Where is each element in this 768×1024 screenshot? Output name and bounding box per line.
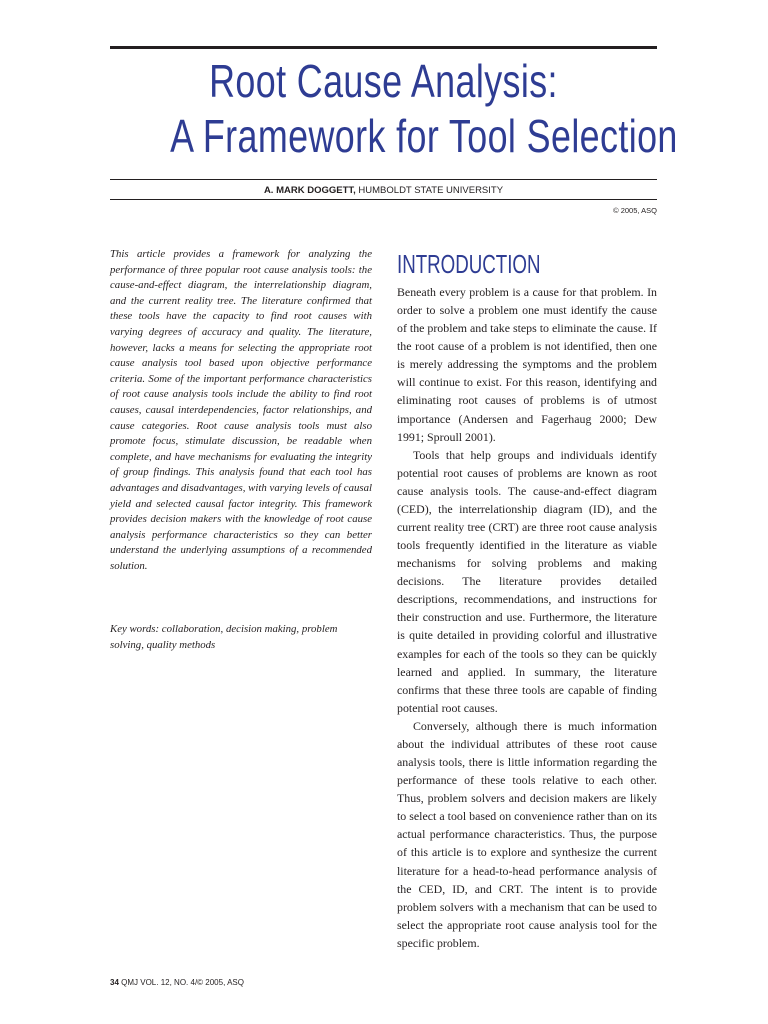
journal-citation: QMJ VOL. 12, NO. 4/© 2005, ASQ bbox=[121, 978, 244, 987]
byline bbox=[110, 184, 657, 197]
page-number: 34 bbox=[110, 978, 119, 987]
body-paragraph: Beneath every problem is a cause for that problem. In order to solve a problem one must identify the cause of the problem and take steps to eliminate the cause. If the root cause of a problem is not identified, then one is merely addressing the symptoms and the problem will continue to exist. For this reason, identifying and eliminating root causes of problems is of utmost importance (Andersen and Fagerhaug 2000; Dew 1991; Sproull 2001). bbox=[397, 285, 657, 444]
page-footer bbox=[110, 978, 244, 988]
article-title bbox=[170, 54, 678, 164]
section-heading-introduction: INTRODUCTION bbox=[397, 249, 541, 279]
byline-top-rule bbox=[110, 179, 657, 180]
byline-bottom-rule bbox=[110, 199, 657, 200]
title-line-2: A Framework for Tool Selection bbox=[170, 110, 678, 162]
author-affiliation: HUMBOLDT STATE UNIVERSITY bbox=[358, 185, 504, 196]
keywords: Key words: collaboration, decision making, problem solving, quality methods bbox=[110, 623, 338, 651]
body-paragraph: Tools that help groups and individuals identify potential root causes of problems are known as root cause analysis tools. The cause-and-effect diagram (CED), the interrelationship diagram (ID), and the current reality tree (CRT) are three root cause analysis tools frequently identified in the literature as viable mechanisms for solving problems and making decisions. The literature provides detailed descriptions, recommendations, and instructions for their construction and use. Furthermore, the literature is quite detailed in providing colorful and illustrative examples for each of the tools so they can be quickly learned and applied. In summary, the literature confirms that these three tools are capable of finding potential root causes. bbox=[397, 447, 657, 715]
copyright-notice: © 2005, ASQ bbox=[613, 206, 657, 215]
body-paragraph: Conversely, although there is much information about the individual attributes of these root cause analysis tools, there is little information regarding the performance of these tools relative to each other. Thus, problem solvers and decision makers are likely to select a tool based on convenience rather than on its actual performance characteristics. Thus, the purpose of this article is to explore and synthesize the current literature for a head-to-head performance analysis of the CED, ID, and CRT. The intent is to provide problem solvers with a mechanism that can be used to select the appropriate root cause analysis tool for the specific problem. bbox=[397, 718, 657, 950]
title-line-1: Root Cause Analysis: bbox=[209, 55, 558, 107]
header-top-rule bbox=[110, 46, 657, 49]
author-name: A. MARK DOGGETT, bbox=[263, 185, 356, 196]
introduction-body bbox=[397, 283, 657, 952]
abstract-text: This article provides a framework for analyzing the performance of three popular root cause analysis tools: the cause-and-effect diagram, the interrelationship diagram, and the current reality tree. The literature confirmed that these tools have the capacity to find root causes with varying degrees of accuracy and quality. The literature, however, lacks a means for selecting the appropriate root cause analysis tool based upon objective performance criteria. Some of the important performance characteristics of root cause analysis tools include the ability to find root causes, causal interdependencies, factor relationships, and cause categories. Root cause analysis tools must also promote focus, stimulate discussion, be readable when complete, and have mechanisms for evaluating the integrity of group findings. This analysis found that each tool has advantages and disadvantages, with varying levels of causal yield and selected causal factor integrity. This framework provides decision makers with the knowledge of root cause analysis performance characteristics so they can better understand the underlying assumptions of a recommended solution. bbox=[110, 248, 372, 572]
